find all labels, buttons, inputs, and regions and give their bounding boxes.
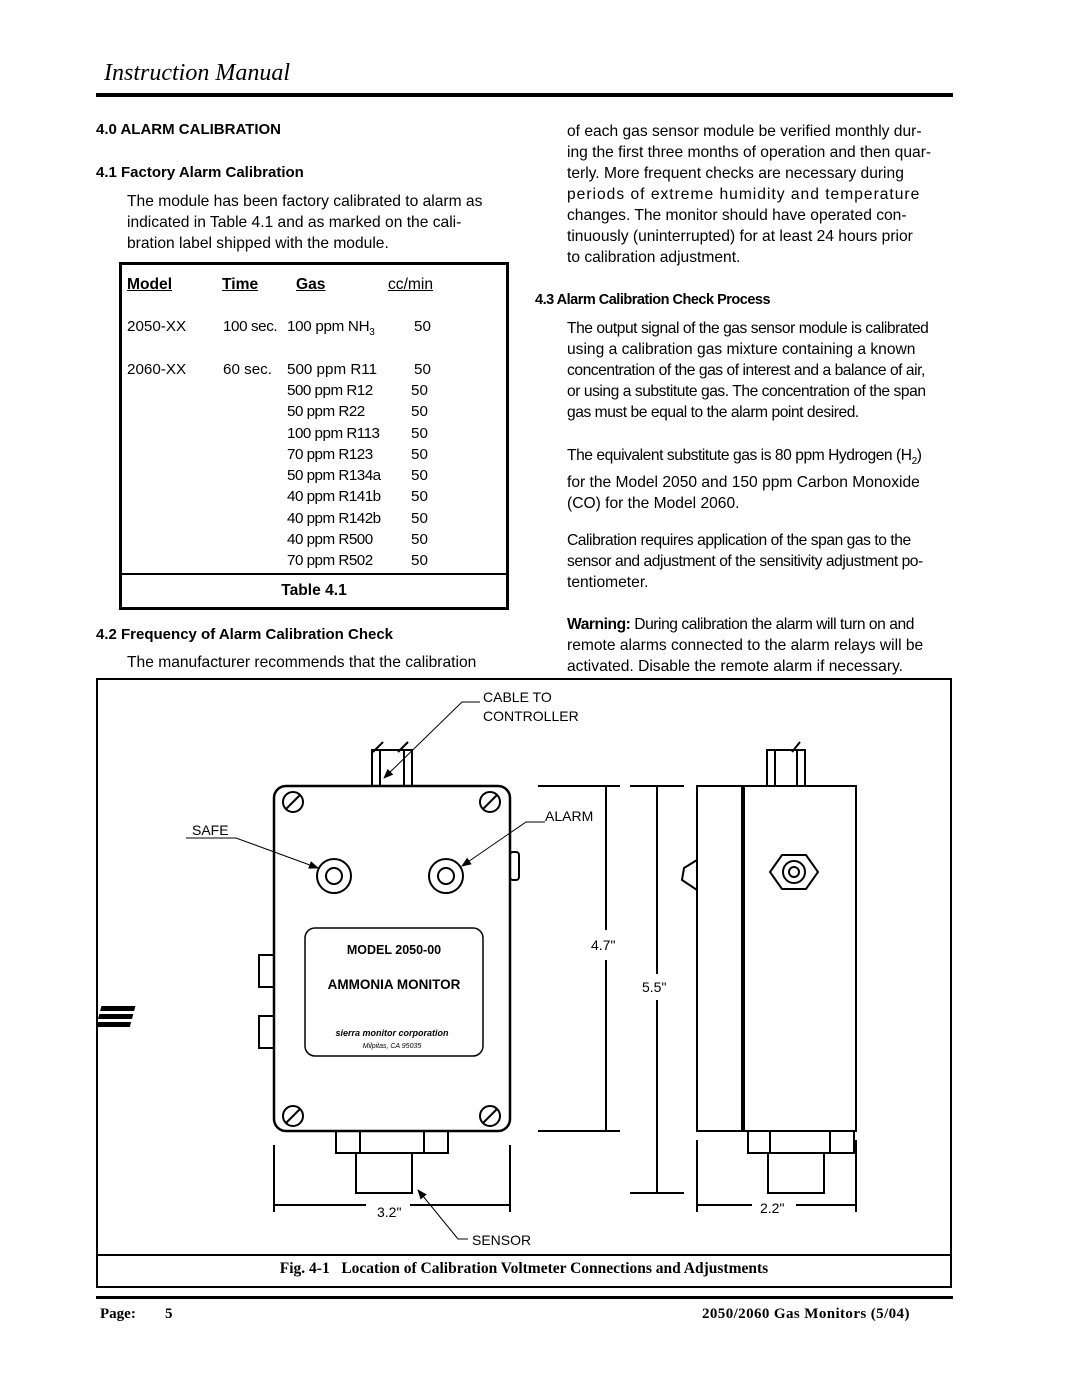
- table-cell-flow: 50: [411, 382, 428, 399]
- text-line: of each gas sensor module be verified monthly dur-: [567, 123, 922, 140]
- table-cell-flow: 50: [411, 403, 428, 421]
- label-cable-to: CABLE TO: [483, 689, 552, 705]
- table-divider: [119, 573, 509, 575]
- safe-led-icon: [317, 859, 351, 893]
- text-line: indicated in Table 4.1 and as marked on the cali-: [127, 214, 462, 231]
- text-line: [567, 614, 953, 635]
- label-alarm: ALARM: [545, 808, 594, 824]
- running-header: Instruction Manual: [104, 60, 290, 86]
- table-cell-gas: 70 ppm R502: [287, 552, 373, 570]
- screw-icon: [283, 1106, 303, 1126]
- dim-4-7: 4.7": [591, 937, 616, 953]
- table-header-gas: Gas: [296, 276, 326, 293]
- table-cell-gas: 40 ppm R142b: [287, 509, 381, 527]
- alarm-led-side: [510, 852, 519, 880]
- label-sensor: SENSOR: [472, 1232, 532, 1248]
- paragraph-4-3-c: [567, 530, 953, 593]
- table-flow-list: [411, 382, 428, 574]
- table-header-time: Time: [222, 276, 259, 293]
- text-span: The equivalent substitute gas is 80 ppm Hydrogen (H: [567, 447, 912, 464]
- dim-5-5: 5.5": [642, 979, 667, 995]
- label-city: Milpitas, CA 95035: [362, 1043, 422, 1050]
- figure-caption: Fig. 4-1 Location of Calibration Voltmeter Connections and Adjustments: [279, 1260, 769, 1277]
- table-cell-gas: 70 ppm R123: [287, 445, 373, 463]
- text-line: The output signal of the gas sensor module is calibrated: [567, 320, 929, 337]
- table-cell-flow: 50: [411, 424, 428, 442]
- sensor-leader-arrow: [418, 1190, 468, 1239]
- section-heading-4-1: 4.1 Factory Alarm Calibration: [96, 164, 304, 181]
- potentiometer-icon: [770, 855, 818, 889]
- label-controller: CONTROLLER: [483, 708, 579, 724]
- sensor-nut: [336, 1131, 448, 1153]
- warning-label: Warning:: [567, 616, 631, 633]
- text-span: ): [916, 447, 922, 464]
- text-line: Calibration requires application of the span gas to the: [567, 532, 911, 549]
- alarm-led-icon: [429, 859, 463, 893]
- text-line: bration label shipped with the module.: [127, 235, 389, 252]
- text-line: changes. The monitor should have operated con-: [567, 207, 907, 224]
- text-line: tentiometer.: [567, 574, 649, 591]
- gas-text: 100 ppm NH: [287, 318, 370, 335]
- module-housing-side: [744, 786, 856, 1131]
- table-cell-gas: 500 ppm R12: [287, 382, 373, 399]
- text-line: for the Model 2050 and 150 ppm Carbon Monoxide: [567, 474, 920, 492]
- page-label: Page:: [100, 1306, 136, 1322]
- alarm-leader-arrow: [462, 822, 545, 866]
- cable-gland: [372, 750, 412, 786]
- table-cell-flow: 50: [411, 467, 428, 485]
- label-safe: SAFE: [192, 822, 229, 838]
- table-cell-gas: 100 ppm R113: [287, 424, 380, 442]
- text-line: The module has been factory calibrated to alarm as: [127, 193, 483, 210]
- alarm-led-profile: [682, 860, 697, 890]
- table-cell-gas: 50 ppm R22: [287, 403, 365, 421]
- sensor-nut-side: [748, 1131, 854, 1153]
- table-cell-gas: [287, 318, 375, 338]
- table-cell-flow: 50: [414, 361, 431, 378]
- paragraph-warning: [567, 614, 953, 677]
- section-heading-4-3: 4.3 Alarm Calibration Check Process: [535, 292, 771, 308]
- table-cell-flow: 50: [411, 531, 428, 549]
- label-model: MODEL 2050-00: [346, 943, 442, 957]
- table-cell-flow: 50: [414, 318, 431, 335]
- section-heading-4-2: 4.2 Frequency of Alarm Calibration Check: [96, 626, 394, 643]
- module-housing-side-left: [697, 786, 742, 1131]
- text-line: [567, 445, 953, 472]
- text-line: periods of extreme humidity and temperature: [567, 186, 921, 203]
- text-line: sensor and adjustment of the sensitivity adjustment po-: [567, 553, 923, 570]
- table-cell-flow: 50: [411, 445, 428, 463]
- table-cell-time: 100 sec.: [223, 318, 278, 335]
- screw-icon: [480, 792, 500, 812]
- text-line: remote alarms connected to the alarm relays will be: [567, 637, 924, 654]
- safe-leader-arrow: [186, 838, 318, 868]
- footer-rule: [96, 1296, 953, 1299]
- table-header-flow: cc/min: [388, 276, 434, 293]
- table-cell-time: 60 sec.: [223, 361, 272, 378]
- section-heading-4-0: 4.0 ALARM CALIBRATION: [96, 121, 281, 138]
- table-cell-flow: 50: [411, 488, 428, 506]
- table-cell-gas: 500 ppm R11: [287, 361, 378, 378]
- text-line: concentration of the gas of interest and a balance of air,: [567, 362, 925, 379]
- text-line: ing the first three months of operation and then quar-: [567, 144, 932, 161]
- smc-logo-icon: [96, 1006, 135, 1027]
- table-caption: Table 4.1: [281, 582, 347, 599]
- table-cell-model: 2060-XX: [127, 361, 187, 378]
- table-cell-flow: 50: [411, 509, 428, 527]
- text-line: terly. More frequent checks are necessary during: [567, 165, 904, 182]
- table-header-model: Model: [127, 276, 173, 293]
- page-number: 5: [165, 1306, 173, 1322]
- text-line: activated. Disable the remote alarm if necessary.: [567, 658, 903, 675]
- paragraph-4-2-continued: [567, 121, 953, 268]
- text-line: gas must be equal to the alarm point desired.: [567, 404, 859, 421]
- text-span: During calibration the alarm will turn on and: [630, 616, 914, 633]
- label-ammonia-monitor: AMMONIA MONITOR: [327, 977, 461, 992]
- text-line: tinuously (uninterrupted) for at least 24 hours prior: [567, 228, 913, 245]
- document-id: 2050/2060 Gas Monitors (5/04): [702, 1306, 910, 1322]
- gas-subscript: 3: [369, 327, 375, 339]
- text-line: to calibration adjustment.: [567, 249, 741, 266]
- table-cell-gas: 50 ppm R134a: [287, 467, 381, 485]
- subscript: 2: [911, 456, 917, 468]
- screw-icon: [283, 792, 303, 812]
- label-company: sierra monitor corporation: [335, 1028, 449, 1038]
- paragraph-4-3-a: [567, 318, 953, 423]
- text-line: (CO) for the Model 2060.: [567, 495, 740, 513]
- table-cell-model: 2050-XX: [127, 318, 187, 335]
- dim-3-2: 3.2": [377, 1204, 402, 1220]
- text-line: or using a substitute gas. The concentration of the span: [567, 383, 926, 400]
- sensor-body-side: [768, 1153, 824, 1193]
- figure-caption-rule: [96, 1254, 952, 1256]
- table-cell-gas: 40 ppm R141b: [287, 488, 381, 506]
- table-gas-list: [287, 382, 381, 574]
- paragraph-4-3-b: [567, 445, 953, 514]
- text-line: using a calibration gas mixture containing a known: [567, 341, 916, 358]
- logo-text: SMC: [372, 1007, 417, 1029]
- module-housing-front: [274, 786, 510, 1131]
- dim-2-2: 2.2": [760, 1200, 785, 1216]
- sensor-body: [356, 1153, 412, 1193]
- mounting-tab: [259, 1016, 274, 1048]
- mounting-tab: [259, 955, 274, 987]
- cable-leader-arrow: [384, 702, 480, 778]
- screw-icon: [480, 1106, 500, 1126]
- table-cell-gas: 40 ppm R500: [287, 531, 373, 549]
- paragraph-4-2: The manufacturer recommends that the calibration: [127, 654, 477, 671]
- cable-gland-side: [767, 750, 805, 786]
- table-cell-flow: 50: [411, 552, 428, 570]
- paragraph-4-1: [127, 191, 513, 254]
- module-diagram: [96, 678, 952, 1258]
- header-rule: [96, 93, 953, 97]
